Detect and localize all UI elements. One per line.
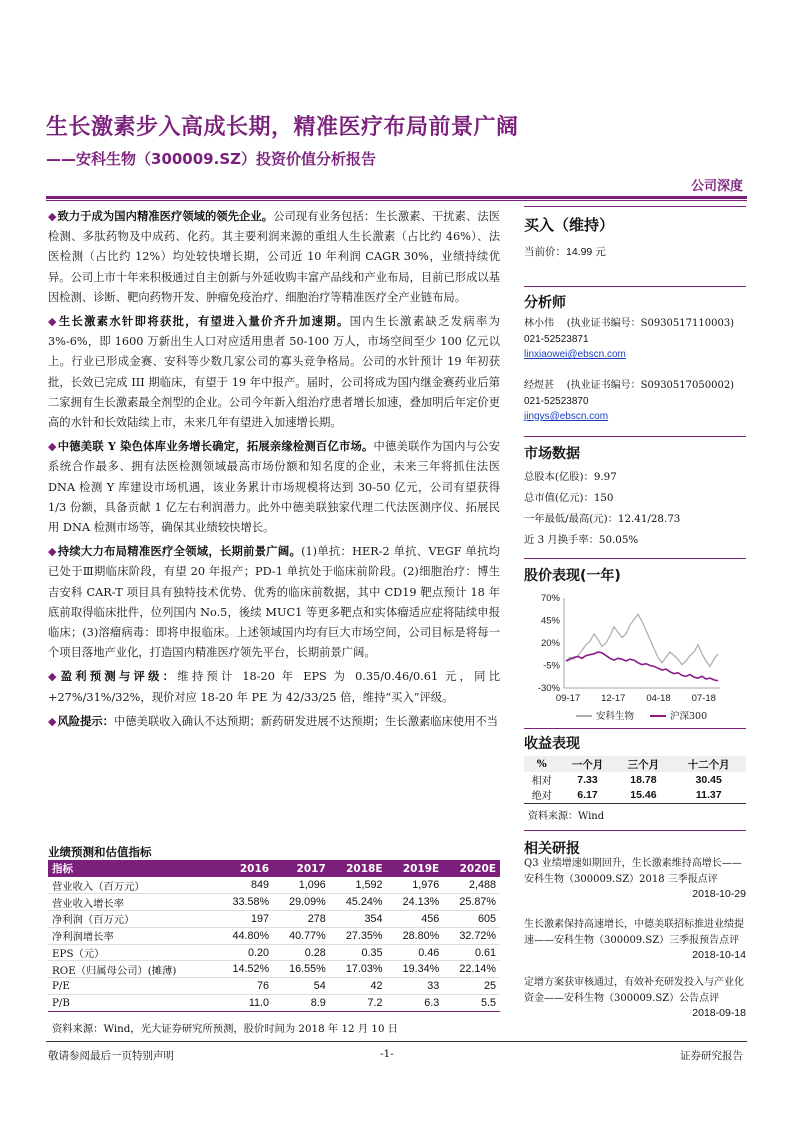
related-report-date: 2018-09-18 [692,1007,746,1019]
page-number: -1- [380,1048,394,1060]
column-header: 十二个月 [671,756,746,772]
table-cell: 16.55% [273,961,330,978]
table-cell: 11.37 [695,788,722,801]
footer-rule [46,1041,747,1042]
column-header: 2016 [216,860,273,877]
table-row [48,927,500,944]
stock-price-chart [524,588,746,728]
table-cell: 24.13% [387,894,444,911]
report-subtitle: ——安科生物（300009.SZ）投资价值分析报告 [46,150,377,168]
table-cell: 6.17 [577,788,598,801]
row-label: 营业收入（百万元） [48,877,216,894]
footer-report-label: 证券研究报告 [680,1050,743,1062]
column-header: 2018E [330,860,387,877]
row-label: EPS（元） [48,944,216,961]
diamond-bullet-icon: ◆ [48,670,60,684]
related-report-item[interactable] [524,975,746,1022]
table-cell: 54 [273,978,330,995]
paragraph-text: 国内生长激素缺乏发病率为 3%-6%，即 1600 万新出生人口对应适用患者 50-100 万人，市场空间至少 100 亿元以上。行业已形成金赛、安科等少数几家公司的寡头竞争格局。公司的水针预计 19 年初获批，长效已完成 III 期临床，有望于 19 年中报产。届时，公司将成为国内继金赛药业后第二家拥有生长激素最全剂型的企业。公司今年新入组治疗患者增长加速，叠加明后年定价更高的水针和长效陆续上市，未来几年有望进入加速增长期。 [48,315,500,430]
market-value: 9.97 [593,471,617,483]
header-rule-thin [46,200,747,201]
diamond-bullet-icon: ◆ [48,545,57,559]
y-tick-label: 45% [540,615,560,627]
table-cell: 278 [273,911,330,928]
market-value: 150 [593,492,614,504]
table-cell: 33 [387,978,444,995]
analyst-email-link[interactable]: linxiaowei@ebscn.com [524,349,626,360]
paragraph-lead: 风险提示： [57,713,114,728]
table-cell: 44.80% [216,927,273,944]
row-label: 净利润（百万元） [48,911,216,928]
table-cell: 456 [387,911,444,928]
forecast-header-row [48,860,500,877]
y-tick-label: -30% [537,683,560,694]
paragraph-text: 公司现有业务包括：生长激素、干扰素、法医检测、多肽药物及中成药、化药。其主要利润来源的重组人生长激素（占比约 46%）、法医检测（占比约 12%）均处较快增长期，公司近 10 年利润 CAGR 30%，业绩持续优异。公司上市十年来积极通过自主创新与外延收购丰富产品线和产业布局，目前已形成以基因检测、诊断、靶向药物开发、肿瘤免疫治疗、细胞治疗等精准医疗全产业链布局。 [48,210,500,304]
table-row [48,911,500,928]
table-cell: 849 [216,877,273,894]
analyst-name: 林小伟 [524,318,554,329]
column-header: 指标 [48,860,216,877]
row-label: 净利润增长率 [48,927,216,944]
related-report-item[interactable] [524,856,746,903]
table-row [48,894,500,911]
row-label: 相对 [531,776,552,787]
table-row [524,787,746,802]
current-price [524,244,606,259]
paragraph-lead: 持续大力布局精准医疗全领域，长期前景广阔。 [57,544,302,559]
market-data-list [524,467,680,551]
paragraph-lead: 盈利预测与评级： [60,669,178,684]
table-cell: 5.5 [443,995,500,1012]
sidebar-rule [524,286,746,287]
paragraph-lead: 中德美联 Y 染色体库业务增长确定，拓展亲缘检测百亿市场。 [57,439,374,454]
related-report-title[interactable]: 定增方案获审核通过，有效补充研发投入与产业化资金——安科生物（300009.SZ）公告点评 [524,977,744,1004]
table-cell: 32.72% [443,927,500,944]
column-header: 三个月 [615,756,671,772]
market-label: 近 3 月换手率： [524,534,599,546]
table-cell: 7.33 [577,773,598,786]
paragraph-text: 中德美联收入确认不达预期；新药研发进展不达预期；生长激素临床使用不当 [113,714,499,728]
table-cell: 22.14% [443,961,500,978]
analyst-name: 经煜甚 [524,380,554,391]
column-header: 2019E [387,860,444,877]
legend-label: 沪深300 [670,711,708,722]
row-label: 营业收入增长率 [48,894,216,911]
market-label: 总股本(亿股)： [524,471,594,483]
table-cell: 29.09% [273,894,330,911]
paragraph-text: 维持预计 18-20 年 EPS 为 0.35/0.46/0.61 元，同比 +27%/31%/32%，现价对应 18-20 年 PE 为 42/33/25 倍，维持“买入”评级。 [48,670,500,704]
table-cell: 30.45 [695,773,722,786]
return-performance-heading: 收益表现 [524,736,580,752]
series-line-index [566,652,718,681]
analyst-phone: 021-52523871 [524,333,589,345]
paragraph-forecast-rating [48,666,500,707]
chart-legend [576,710,707,722]
table-row [48,995,500,1012]
forecast-table [48,860,500,1012]
table-cell: 40.77% [273,927,330,944]
related-report-date: 2018-10-14 [692,949,746,961]
table-cell: 42 [330,978,387,995]
table-cell: 1,096 [273,877,330,894]
related-report-title[interactable]: Q3 业绩增速如期回升，生长激素维持高增长——安科生物（300009.SZ）2018 三季报点评 [524,858,742,885]
column-header: 2017 [273,860,330,877]
forecast-table-body [48,877,500,1011]
table-cell: 11.0 [216,995,273,1012]
chart-ticks [538,593,716,704]
table-cell: 17.03% [330,961,387,978]
row-label: P/B [48,995,216,1012]
column-header: 2020E [443,860,500,877]
diamond-bullet-icon: ◆ [48,315,58,329]
sidebar-rule [524,558,746,559]
market-item [524,488,680,509]
table-cell: 6.3 [387,995,444,1012]
related-reports-heading: 相关研报 [524,841,580,857]
summary-body [48,206,500,735]
table-cell: 0.28 [273,944,330,961]
paragraph-text: (1)单抗：HER-2 单抗、VEGF 单抗均已处于Ⅲ期临床阶段，有望 20 年报产；PD-1 单抗处于临床前阶段。(2)细胞治疗：博生吉安科 CAR-T 项目具有独特技术优势、优秀的临床前数据，其中 CD19 靶点预计 18 年底前取得临床批件，位列国内 No.5，後续 MUC1 等更多靶点和实体瘤适应症将陆续申报临床；(3)溶瘤病毒：即将申报临床。上述领域国内均有巨大市场空间，公司目标是将每一个项目落地产业化，打造国内精准医疗领先平台，长期前景广阔。 [48,545,500,660]
market-label: 总市值(亿元)： [524,492,594,504]
paragraph-lead: 致力于成为国内精准医疗领域的领先企业。 [57,209,274,223]
column-header: 一个月 [560,756,616,772]
related-report-item[interactable] [524,917,746,964]
market-item [524,467,680,488]
related-report-title[interactable]: 生长激素保持高速增长，中德美联招标推进业绩提速——安科生物（300009.SZ）三季报预告点评 [524,919,744,946]
table-cell: 197 [216,911,273,928]
market-value: 12.41/28.73 [617,513,681,525]
table-row [48,877,500,894]
x-tick-label: 04-18 [646,693,671,704]
sidebar-rule [524,436,746,437]
x-tick-label: 07-18 [691,693,716,704]
paragraph-risk [48,711,500,732]
rating-label: 买入（维持） [524,216,615,234]
paragraph-business [48,206,500,308]
analyst-heading: 分析师 [524,295,566,311]
table-cell: 0.20 [216,944,273,961]
diamond-bullet-icon: ◆ [48,210,57,223]
y-tick-label: -5% [543,660,560,672]
market-item [524,530,680,551]
return-header-row [524,756,746,772]
table-row [48,944,500,961]
price-label: 当前价： [524,246,566,258]
table-cell: 33.58% [216,894,273,911]
table-cell: 0.35 [330,944,387,961]
table-cell: 28.80% [387,927,444,944]
table-cell: 0.61 [443,944,500,961]
return-table-rule [524,803,746,804]
analyst-card [524,316,734,363]
x-tick-label: 09-17 [555,693,581,704]
table-row [48,978,500,995]
paragraph-precision-medicine [48,541,500,663]
table-cell: 0.46 [387,944,444,961]
table-cell: 2,488 [443,877,500,894]
y-tick-label: 70% [540,593,560,604]
report-title: 生长激素步入高成长期，精准医疗布局前景广阔 [46,115,519,140]
analyst-cert: (执业证书编号：S0930517110003) [566,318,735,329]
table-cell: 27.35% [330,927,387,944]
table-cell: 354 [330,911,387,928]
table-cell: 25 [443,978,500,995]
table-cell: 1,976 [387,877,444,894]
table-cell: 18.78 [630,773,657,786]
analyst-card [524,378,734,425]
forecast-source-note: 资料来源：Wind，光大证券研究所预测，股价时间为 2018 年 12 月 10 日 [52,1023,399,1035]
table-cell: 14.52% [216,961,273,978]
paragraph-lead: 生长激素水针即将获批，有望进入量价齐升加速期。 [58,314,350,329]
table-cell: 1,592 [330,877,387,894]
return-table [524,756,746,802]
chart-lines [566,614,718,681]
column-header: % [524,756,560,772]
analyst-phone: 021-52523870 [524,395,589,407]
diamond-bullet-icon: ◆ [48,714,57,728]
market-item [524,509,680,530]
y-tick-label: 20% [540,638,560,649]
table-cell: 25.87% [443,894,500,911]
market-label: 一年最低/最高(元)： [524,513,618,525]
paragraph-text: 中德美联作为国内与公安系统合作最多、拥有法医检测领域最高市场份额和知名度的企业，未来三年将抓住法医 DNA 检测 Y 库建设市场机遇，该业务累计市场规模将达到 30-50 亿元，公司有望获得 1/3 份额，具备贡献 1 亿左右利润潜力。此外中德美联独家代理二代法医测序仪、拓展民用 DNA 检测市场等，确保其业绩较快增长。 [48,440,500,535]
stock-performance-heading: 股价表现(一年) [524,568,621,584]
table-cell: 76 [216,978,273,995]
analyst-email-link[interactable]: jingys@ebscn.com [524,411,609,422]
header-rule [46,196,747,199]
series-line-stock [566,614,718,666]
sidebar-rule [524,830,746,831]
sidebar-rule [524,728,746,729]
row-label: P/E [48,978,216,995]
report-type-label: 公司深度 [690,179,743,194]
paragraph-growth-hormone [48,311,500,433]
table-cell: 7.2 [330,995,387,1012]
market-data-heading: 市场数据 [524,446,580,462]
table-cell: 15.46 [630,788,657,801]
sidebar-top-rule [524,206,746,207]
row-label: ROE（归属母公司）(摊薄) [48,961,216,978]
x-tick-label: 12-17 [601,693,626,704]
row-label: 绝对 [531,791,552,802]
table-row [524,772,746,787]
table-cell: 8.9 [273,995,330,1012]
return-source-note: 资料来源：Wind [528,811,605,822]
price-value: 14.99 元 [566,246,606,258]
table-cell: 19.34% [387,961,444,978]
paragraph-forensic [48,436,500,538]
diamond-bullet-icon: ◆ [48,440,57,454]
table-cell: 45.24% [330,894,387,911]
market-value: 50.05% [598,534,639,546]
table-row [48,961,500,978]
forecast-table-title: 业绩预测和估值指标 [48,845,152,859]
related-report-date: 2018-10-29 [692,888,746,900]
analyst-cert: (执业证书编号：S0930517050002) [566,380,735,391]
table-cell: 605 [443,911,500,928]
legend-label: 安科生物 [596,711,635,722]
footer-disclaimer: 敬请参阅最后一页特别声明 [48,1050,174,1062]
